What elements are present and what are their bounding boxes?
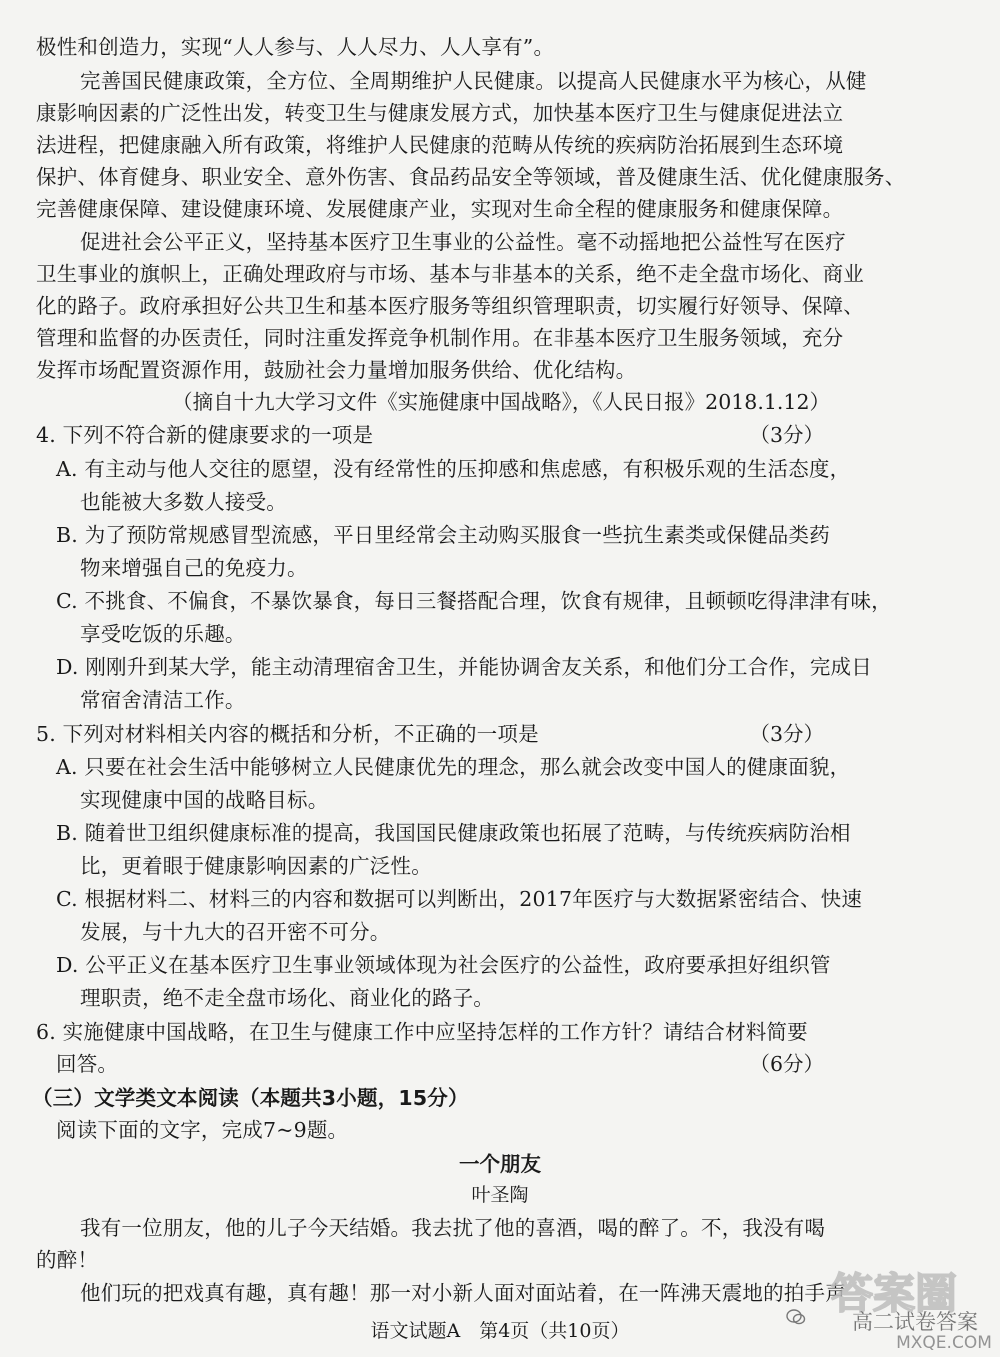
question-6-cont: 回答。 — [56, 1052, 119, 1076]
text-line: 管理和监督的办医责任，同时注重发挥竞争机制作用。在非基本医疗卫生服务领域，充分 — [36, 326, 844, 350]
option-4d-cont: 常宿舍清洁工作。 — [80, 688, 246, 712]
text-line: 康影响因素的广泛性出发，转变卫生与健康发展方式，加快基本医疗卫生与健康促进法立 — [36, 101, 844, 125]
text-line: 完善健康保障、建设健康环境、发展健康产业，实现对生命全程的健康服务和健康保障。 — [36, 197, 844, 221]
option-5b: B. 随着世卫组织健康标准的提高，我国国民健康政策也拓展了范畴，与传统疾病防治相 — [56, 821, 851, 845]
option-4a: A. 有主动与他人交往的愿望，没有经常性的压抑感和焦虑感，有积极乐观的生活态度， — [56, 457, 851, 481]
watermark-caption: 高二试卷答案 — [852, 1310, 978, 1334]
question-4-stem: 4. 下列不符合新的健康要求的一项是 — [36, 423, 374, 447]
story-title: 一个朋友 — [459, 1152, 541, 1176]
story-line: 他们玩的把戏真有趣，真有趣！那一对小新人面对面站着，在一阵沸天震地的拍手声 — [80, 1281, 846, 1305]
story-author: 叶圣陶 — [471, 1184, 529, 1206]
story-line: 的醉！ — [36, 1248, 99, 1272]
option-5c-cont: 发展，与十九大的召开密不可分。 — [80, 920, 391, 944]
option-4c-cont: 享受吃饭的乐趣。 — [80, 622, 246, 646]
source-citation: （摘自十九大学习文件《实施健康中国战略》，《人民日报》2018.1.12） — [172, 390, 830, 414]
option-5a-cont: 实现健康中国的战略目标。 — [80, 788, 329, 812]
option-5d-cont: 理职责，绝不走全盘市场化、商业化的路子。 — [80, 986, 494, 1010]
watermark-logo-text: 答案圈 — [830, 1269, 958, 1318]
text-line: 完善国民健康政策，全方位、全周期维护人民健康。以提高人民健康水平为核心，从健 — [80, 69, 867, 93]
text-line: 化的路子。政府承担好公共卫生和基本医疗服务等组织管理职责，切实履行好领导、保障、 — [36, 294, 864, 318]
question-6-score: （6分） — [749, 1052, 824, 1076]
option-4b-cont: 物来增强自己的免疫力。 — [80, 556, 308, 580]
section-heading: （三）文学类文本阅读（本题共3小题，15分） — [32, 1086, 469, 1110]
option-5b-cont: 比，更着眼于健康影响因素的广泛性。 — [80, 854, 432, 878]
question-5-score: （3分） — [749, 722, 824, 746]
text-line: 发挥市场配置资源作用，鼓励社会力量增加服务供给、优化结构。 — [36, 358, 637, 382]
text-line: 极性和创造力，实现“人人参与、人人尽力、人人享有”。 — [36, 35, 555, 59]
section-instruction: 阅读下面的文字，完成7~9题。 — [56, 1118, 349, 1142]
option-4b: B. 为了预防常规感冒型流感，平日里经常会主动购买服食一些抗生素类或保健品类药 — [56, 523, 830, 547]
option-4d: D. 刚刚升到某大学，能主动清理宿舍卫生，并能协调舍友关系，和他们分工合作，完成日 — [56, 655, 872, 679]
question-4-score: （3分） — [749, 423, 824, 447]
option-5d: D. 公平正义在基本医疗卫生事业领域体现为社会医疗的公益性，政府要承担好组织管 — [56, 953, 831, 977]
story-line: 我有一位朋友，他的儿子今天结婚。我去扰了他的喜酒，喝的醉了。不，我没有喝 — [80, 1216, 826, 1240]
wechat-icon — [786, 1308, 806, 1326]
text-line: 法进程，把健康融入所有政策，将维护人民健康的范畴从传统的疾病防治拓展到生态环境 — [36, 133, 844, 157]
text-line: 促进社会公平正义，坚持基本医疗卫生事业的公益性。毫不动摇地把公益性写在医疗 — [80, 230, 846, 254]
page-footer: 语文试题A 第4页（共10页） — [370, 1320, 630, 1342]
text-line: 卫生事业的旗帜上，正确处理政府与市场、基本与非基本的关系，绝不走全盘市场化、商业 — [36, 262, 864, 286]
option-5c: C. 根据材料二、材料三的内容和数据可以判断出，2017年医疗与大数据紧密结合、快速 — [56, 887, 863, 911]
option-4a-cont: 也能被大多数人接受。 — [80, 490, 287, 514]
option-4c: C. 不挑食、不偏食，不暴饮暴食，每日三餐搭配合理，饮食有规律，且顿顿吃得津津有味， — [56, 589, 892, 613]
watermark-site: MXQE.COM — [896, 1333, 992, 1353]
question-6-stem: 6. 实施健康中国战略，在卫生与健康工作中应坚持怎样的工作方针？请结合材料简要 — [36, 1020, 808, 1044]
question-5-stem: 5. 下列对材料相关内容的概括和分析，不正确的一项是 — [36, 722, 539, 746]
option-5a: A. 只要在社会生活中能够树立人民健康优先的理念，那么就会改变中国人的健康面貌， — [56, 755, 851, 779]
text-line: 保护、体育健身、职业安全、意外伤害、食品药品安全等领域，普及健康生活、优化健康服务、 — [36, 165, 906, 189]
